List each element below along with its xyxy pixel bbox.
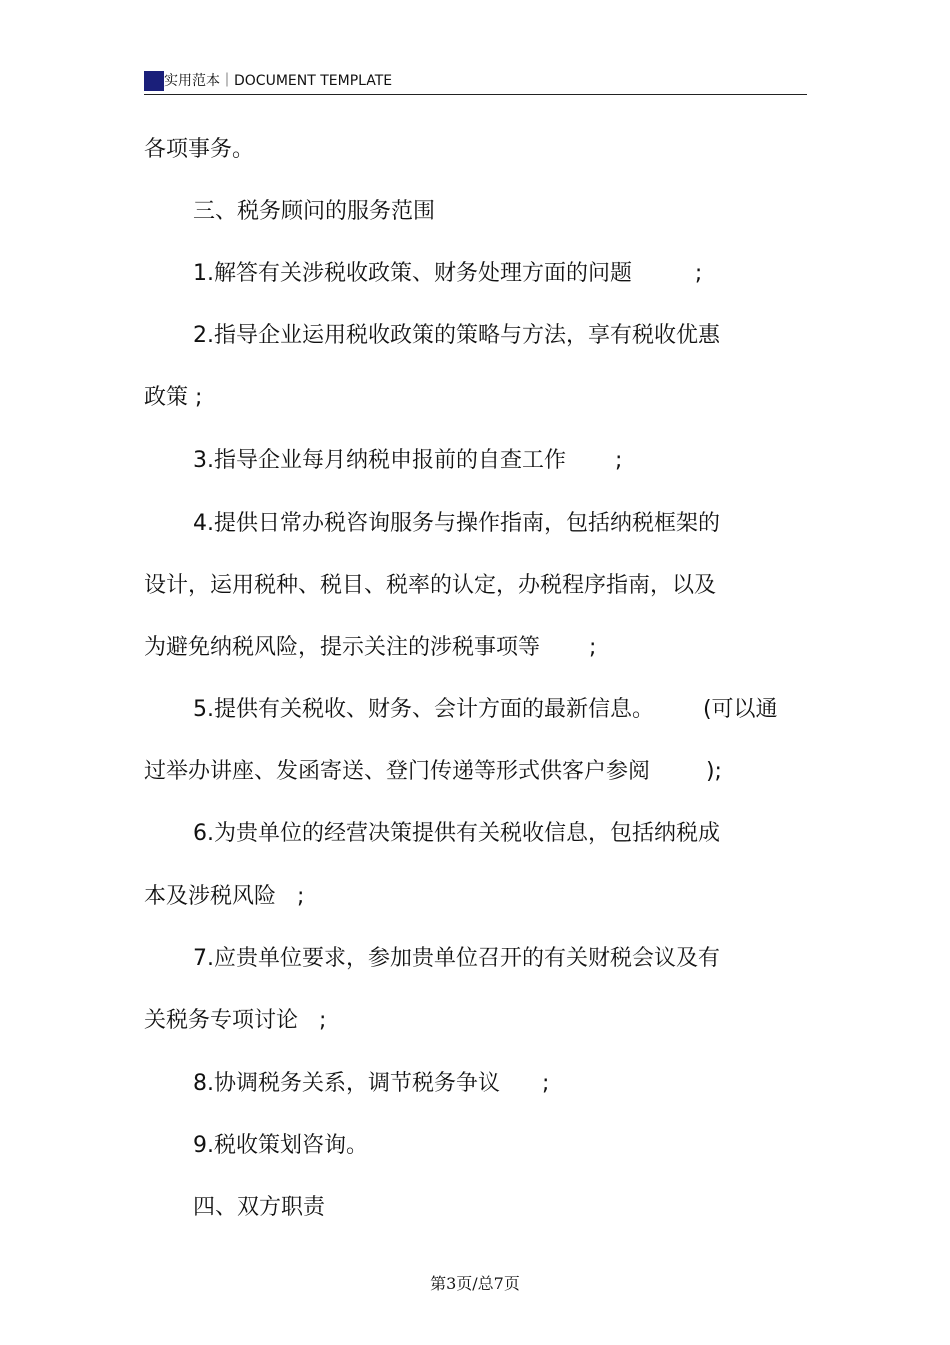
paragraph-line: 为避免纳税风险，提示关注的涉税事项等 ;: [144, 635, 597, 660]
section-heading: 三、税务顾问的服务范围: [193, 199, 436, 224]
list-item: 6.为贵单位的经营决策提供有关税收信息，包括纳税成: [193, 821, 720, 846]
list-item: 7.应贵单位要求，参加贵单位召开的有关财税会议及有: [193, 946, 720, 971]
paragraph-line: 设计，运用税种、税目、税率的认定，办税程序指南，以及: [144, 573, 717, 598]
paragraph-line: 本及涉税风险 ;: [144, 884, 305, 909]
page-header: [144, 68, 807, 95]
paragraph-line: 关税务专项讨论 ;: [144, 1008, 327, 1033]
list-item: 9.税收策划咨询。: [193, 1133, 368, 1158]
header-title: 实用范本｜DOCUMENT TEMPLATE: [164, 73, 393, 89]
paragraph-line: 过举办讲座、发函寄送、登门传递等形式供客户参阅 );: [144, 759, 722, 784]
section-heading: 四、双方职责: [193, 1195, 326, 1220]
list-item: 3.指导企业每月纳税申报前的自查工作 ;: [193, 448, 623, 473]
list-item: 2.指导企业运用税收政策的策略与方法，享有税收优惠: [193, 323, 720, 348]
list-item: 8.协调税务关系，调节税务争议 ;: [193, 1071, 550, 1096]
list-item: 4.提供日常办税咨询服务与操作指南，包括纳税框架的: [193, 511, 720, 536]
list-item: 1.解答有关涉税收政策、财务处理方面的问题 ;: [193, 261, 703, 286]
header-logo-square: [144, 71, 164, 91]
list-item: 5.提供有关税收、财务、会计方面的最新信息。 (可以通: [193, 697, 778, 722]
page-number: 第3页/总7页: [430, 1274, 520, 1293]
paragraph-line: 政策 ;: [144, 385, 203, 410]
paragraph-line: 各项事务。: [144, 137, 255, 162]
